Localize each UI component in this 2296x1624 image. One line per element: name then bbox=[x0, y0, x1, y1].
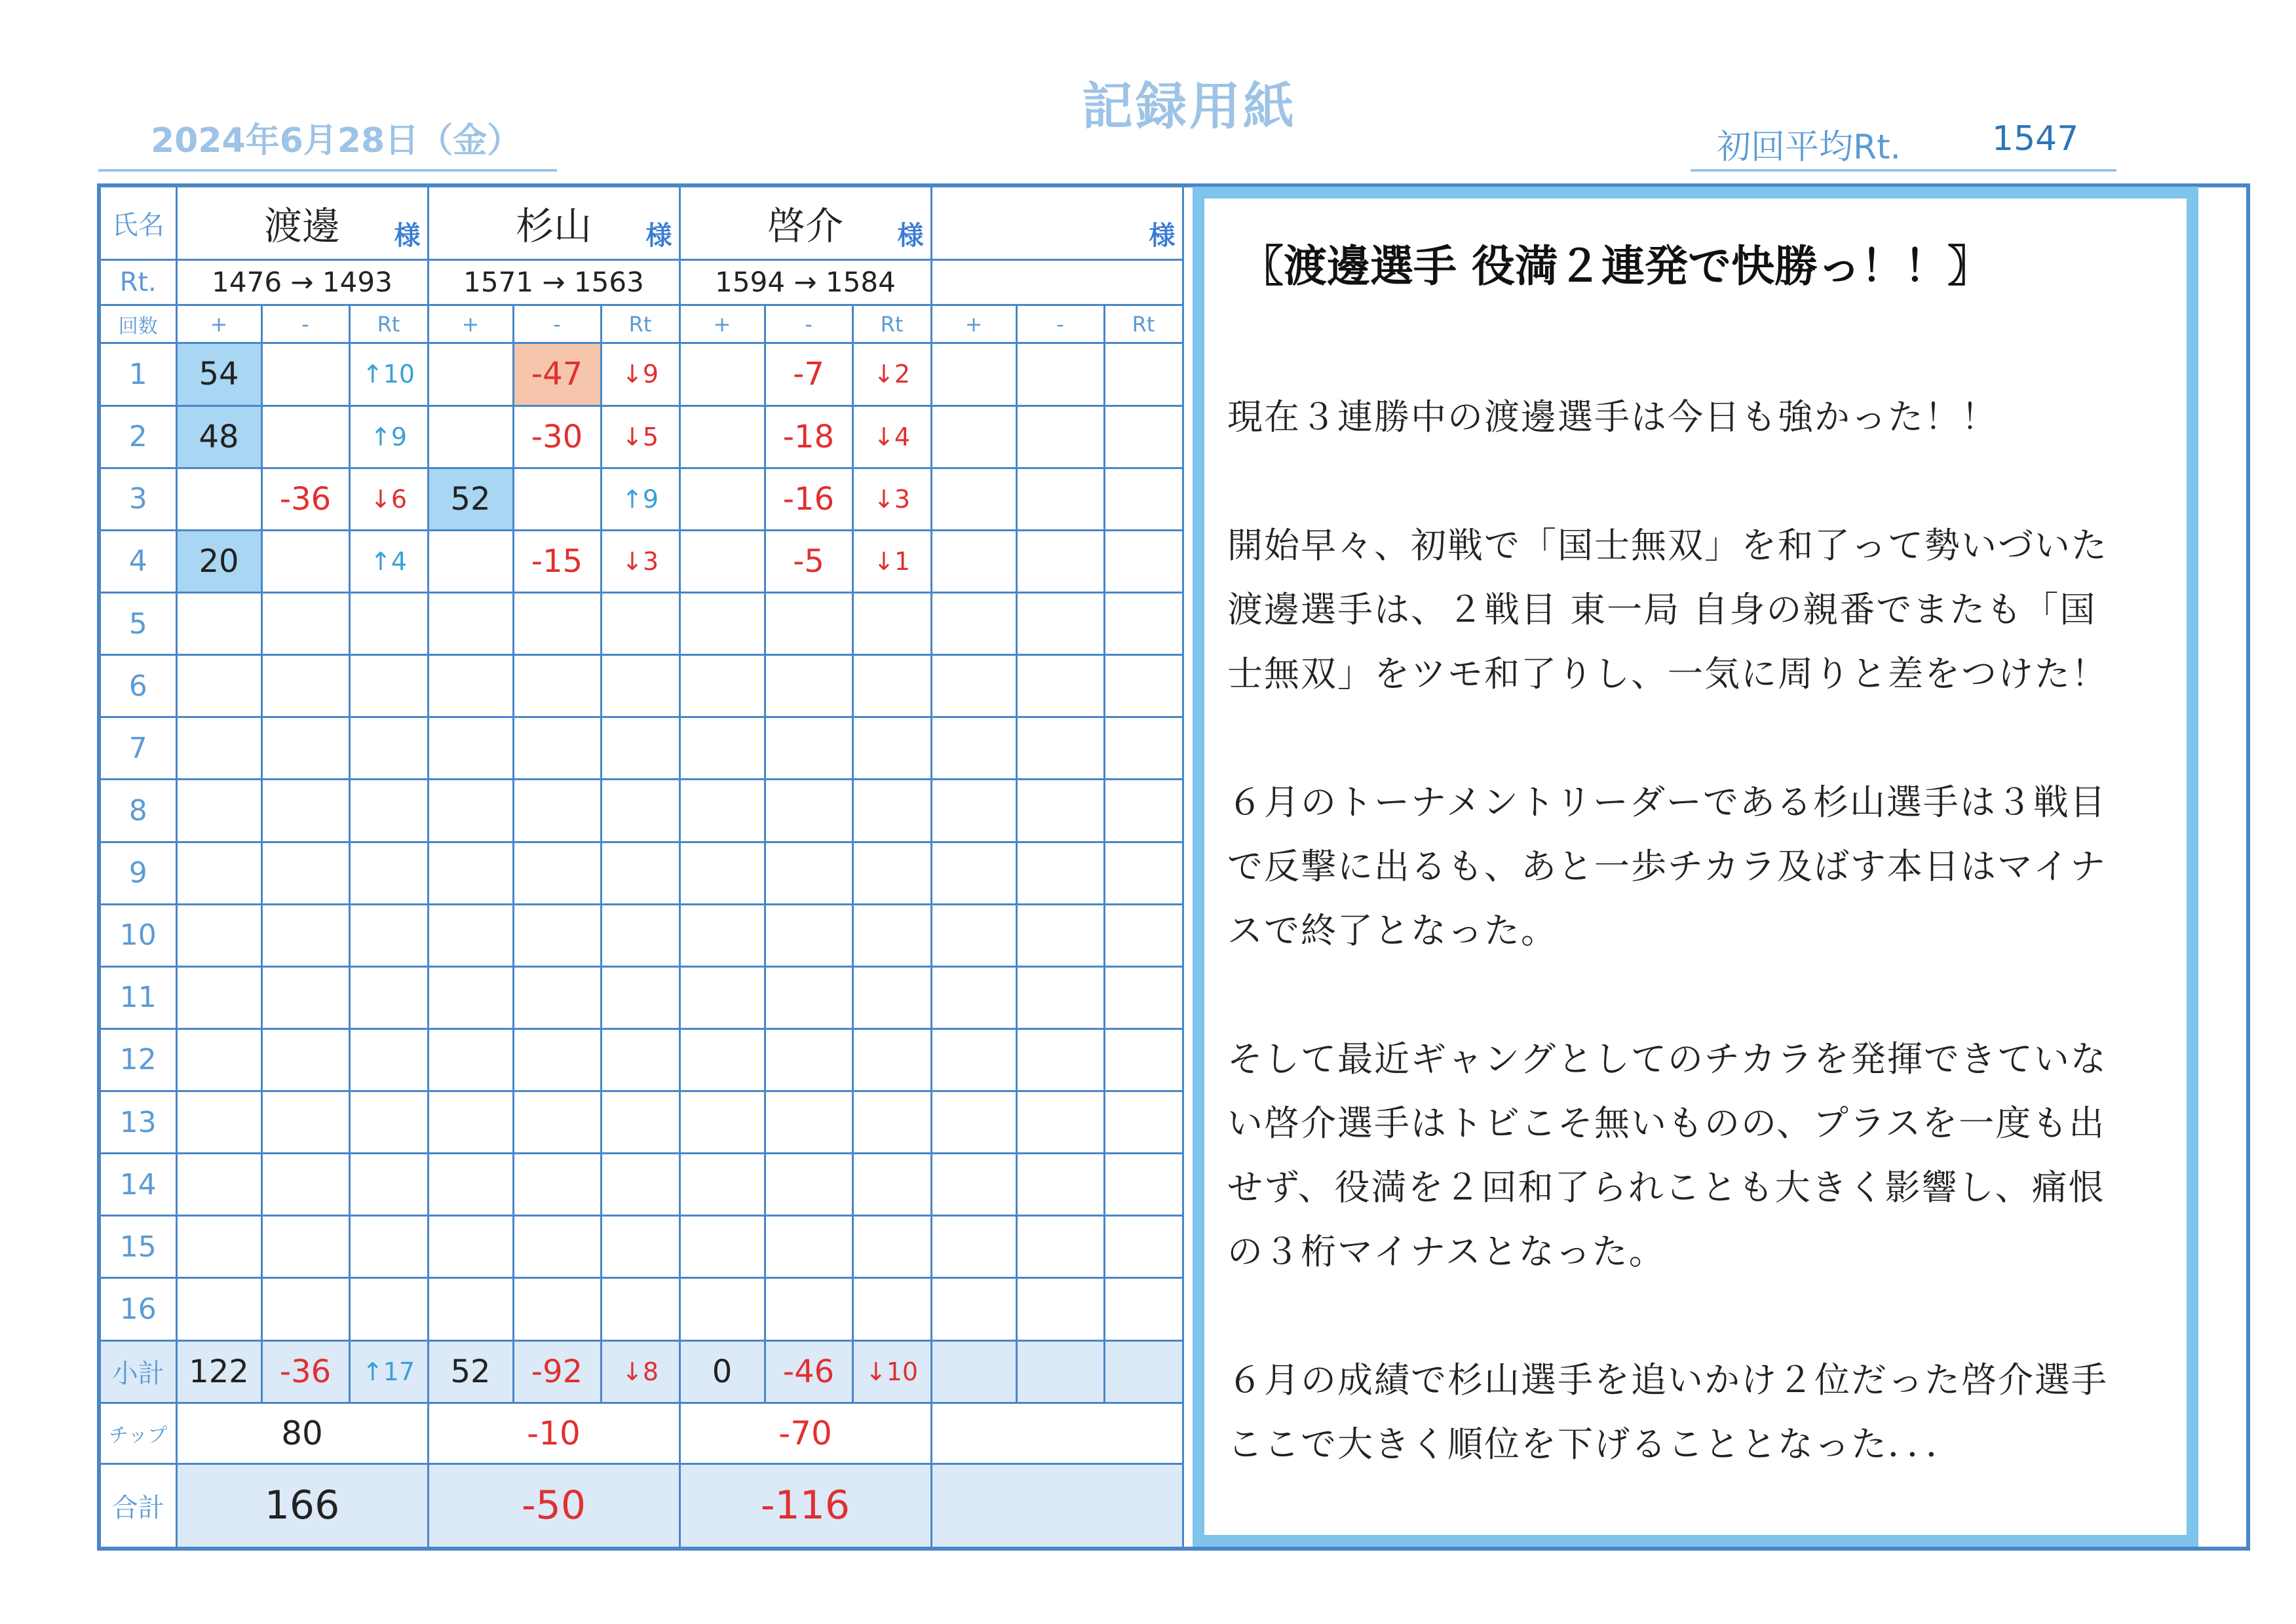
round-number: 4 bbox=[99, 530, 176, 592]
minus-column-header: - bbox=[1016, 305, 1104, 343]
rating-change-cell: ↓6 bbox=[349, 468, 428, 530]
round-number: 1 bbox=[99, 343, 176, 406]
plus-score-cell bbox=[176, 1278, 261, 1340]
minus-score-cell bbox=[513, 1216, 601, 1278]
rating-change-cell bbox=[601, 904, 679, 966]
plus-score-cell bbox=[428, 655, 513, 717]
minus-score-cell bbox=[1016, 1278, 1104, 1340]
minus-score-cell bbox=[513, 842, 601, 904]
rating-change-cell bbox=[601, 1154, 679, 1216]
plus-score-cell bbox=[931, 1216, 1016, 1278]
minus-score-cell bbox=[261, 780, 349, 842]
initial-average-rating-value: 1547 bbox=[1992, 119, 2079, 159]
rating-change-cell bbox=[349, 966, 428, 1029]
plus-score-cell bbox=[679, 780, 765, 842]
comment-paragraph-4: そして最近ギャングとしてのチカラを発揮できていな い啓介選手はトビこそ無いものの、プラスを一度も出 せず、役満を２回和了られことも大きく影響し、痛恨 の３桁マイナスとなった。 bbox=[1227, 1038, 2107, 1272]
round-number: 16 bbox=[99, 1278, 176, 1340]
subtotal-minus: -36 bbox=[261, 1340, 349, 1403]
plus-score-cell bbox=[428, 343, 513, 406]
minus-score-cell bbox=[1016, 780, 1104, 842]
total-value bbox=[931, 1463, 1183, 1549]
minus-score-cell bbox=[1016, 530, 1104, 592]
minus-score-cell bbox=[765, 655, 852, 717]
rating-change-cell bbox=[1104, 343, 1183, 406]
initial-average-rating-label: 初回平均Rt. bbox=[1717, 128, 1902, 167]
minus-score-cell bbox=[765, 780, 852, 842]
minus-score-cell bbox=[1016, 966, 1104, 1029]
rating-change-cell bbox=[852, 966, 931, 1029]
rating-change-cell bbox=[852, 592, 931, 654]
rating-change-cell bbox=[349, 1216, 428, 1278]
rating-change-cell bbox=[1104, 1278, 1183, 1340]
minus-score-cell bbox=[261, 717, 349, 780]
chip-label: チップ bbox=[99, 1403, 176, 1463]
minus-score-cell bbox=[513, 1029, 601, 1091]
chip-value: -70 bbox=[679, 1403, 931, 1463]
plus-column-header: + bbox=[679, 305, 765, 343]
rating-change-cell bbox=[852, 904, 931, 966]
plus-score-cell bbox=[428, 1091, 513, 1154]
plus-score-cell bbox=[176, 717, 261, 780]
minus-score-cell bbox=[765, 1029, 852, 1091]
minus-score-cell bbox=[513, 592, 601, 654]
total-value: -50 bbox=[428, 1463, 679, 1549]
rating-change-cell: ↑9 bbox=[601, 468, 679, 530]
rating-change-cell bbox=[349, 655, 428, 717]
minus-column-header: - bbox=[261, 305, 349, 343]
minus-score-cell bbox=[765, 966, 852, 1029]
minus-score-cell bbox=[513, 655, 601, 717]
plus-score-cell bbox=[176, 966, 261, 1029]
comment-paragraph-3: ６月のトーナメントリーダーである杉山選手は３戦目 で反撃に出るも、あと一歩チカラ及ばす本日はマイナ スで終了となった。 bbox=[1227, 782, 2107, 951]
page-title: 記録用紙 bbox=[1081, 77, 1297, 136]
date-underline bbox=[98, 169, 557, 172]
subtotal-plus: 52 bbox=[428, 1340, 513, 1403]
minus-score-cell bbox=[261, 406, 349, 468]
minus-score-cell bbox=[261, 1154, 349, 1216]
plus-score-cell: 52 bbox=[428, 468, 513, 530]
rating-change-cell bbox=[601, 780, 679, 842]
rating-change-cell bbox=[852, 1278, 931, 1340]
subtotal-minus: -92 bbox=[513, 1340, 601, 1403]
minus-score-cell bbox=[1016, 406, 1104, 468]
round-number: 11 bbox=[99, 966, 176, 1029]
rating-change-cell: ↓4 bbox=[852, 406, 931, 468]
rating-change-cell bbox=[852, 717, 931, 780]
rating-change-cell bbox=[349, 780, 428, 842]
plus-score-cell bbox=[679, 1029, 765, 1091]
subtotal-minus: -46 bbox=[765, 1340, 852, 1403]
player-name-cell bbox=[428, 185, 679, 259]
plus-score-cell bbox=[679, 966, 765, 1029]
plus-score-cell bbox=[931, 406, 1016, 468]
minus-score-cell: -7 bbox=[765, 343, 852, 406]
total-label: 合計 bbox=[99, 1463, 176, 1549]
rating-change-cell bbox=[349, 842, 428, 904]
minus-score-cell bbox=[1016, 1091, 1104, 1154]
plus-score-cell bbox=[428, 780, 513, 842]
plus-score-cell bbox=[428, 904, 513, 966]
rating-change-cell bbox=[852, 1154, 931, 1216]
plus-score-cell bbox=[679, 343, 765, 406]
minus-score-cell: -36 bbox=[261, 468, 349, 530]
chip-value: -10 bbox=[428, 1403, 679, 1463]
rating-change-cell: ↓9 bbox=[601, 343, 679, 406]
minus-score-cell bbox=[765, 1091, 852, 1154]
rating-change-cell bbox=[1104, 468, 1183, 530]
plus-score-cell bbox=[176, 468, 261, 530]
minus-score-cell bbox=[1016, 343, 1104, 406]
rating-change-cell bbox=[1104, 1029, 1183, 1091]
minus-score-cell: -30 bbox=[513, 406, 601, 468]
plus-score-cell bbox=[428, 530, 513, 592]
plus-score-cell: 20 bbox=[176, 530, 261, 592]
plus-score-cell bbox=[428, 966, 513, 1029]
rating-change-cell bbox=[349, 592, 428, 654]
player-rating-cell: 1571 → 1563 bbox=[428, 259, 679, 305]
rating-change-cell: ↑4 bbox=[349, 530, 428, 592]
rating-change-cell bbox=[1104, 904, 1183, 966]
plus-score-cell bbox=[931, 1278, 1016, 1340]
player-name-cell bbox=[176, 185, 428, 259]
player-name: 渡邊 bbox=[263, 204, 340, 249]
minus-score-cell bbox=[261, 966, 349, 1029]
minus-score-cell bbox=[765, 1278, 852, 1340]
comment-paragraph-2: 開始早々、初戦で「国士無双」を和了って勢いづいた 渡邊選手は、２戦目 東一局 自身の親番でまたも「国 士無双」をツモ和了りし、一気に周りと差をつけた！ bbox=[1227, 525, 2108, 694]
plus-score-cell bbox=[931, 1091, 1016, 1154]
plus-score-cell bbox=[428, 717, 513, 780]
rating-change-cell bbox=[349, 904, 428, 966]
rating-change-cell: ↑10 bbox=[349, 343, 428, 406]
plus-score-cell bbox=[176, 780, 261, 842]
plus-score-cell bbox=[176, 1216, 261, 1278]
minus-score-cell bbox=[765, 592, 852, 654]
minus-score-cell bbox=[1016, 1154, 1104, 1216]
plus-score-cell bbox=[931, 1029, 1016, 1091]
plus-score-cell bbox=[679, 530, 765, 592]
plus-score-cell bbox=[428, 1216, 513, 1278]
minus-score-cell: -18 bbox=[765, 406, 852, 468]
rating-change-cell bbox=[601, 842, 679, 904]
subtotal-label: 小計 bbox=[99, 1340, 176, 1403]
comment-paragraph-1: 現在３連勝中の渡邊選手は今日も強かった！！ bbox=[1227, 396, 1998, 438]
minus-score-cell bbox=[513, 717, 601, 780]
plus-column-header: + bbox=[931, 305, 1016, 343]
rating-change-cell bbox=[1104, 406, 1183, 468]
plus-score-cell: 48 bbox=[176, 406, 261, 468]
rating-change-cell bbox=[601, 1091, 679, 1154]
minus-score-cell bbox=[513, 780, 601, 842]
minus-score-cell bbox=[261, 842, 349, 904]
rating-change-cell bbox=[852, 842, 931, 904]
plus-score-cell bbox=[931, 717, 1016, 780]
plus-score-cell bbox=[428, 1278, 513, 1340]
round-number: 6 bbox=[99, 655, 176, 717]
minus-score-cell bbox=[1016, 1216, 1104, 1278]
rating-change-cell: ↓5 bbox=[601, 406, 679, 468]
rating-change-cell bbox=[601, 966, 679, 1029]
plus-score-cell bbox=[931, 468, 1016, 530]
rating-change-cell bbox=[1104, 655, 1183, 717]
minus-score-cell: -5 bbox=[765, 530, 852, 592]
rating-change-cell: ↓3 bbox=[852, 468, 931, 530]
player-name-cell bbox=[679, 185, 931, 259]
rating-change-cell bbox=[1104, 1091, 1183, 1154]
minus-score-cell bbox=[513, 1278, 601, 1340]
rating-change-cell bbox=[1104, 780, 1183, 842]
rating-change-cell bbox=[349, 1091, 428, 1154]
name-header-label: 氏名 bbox=[99, 185, 176, 259]
honorific-label: 様 bbox=[1149, 220, 1176, 251]
player-name-cell bbox=[931, 185, 1183, 259]
minus-score-cell bbox=[1016, 655, 1104, 717]
round-number: 2 bbox=[99, 406, 176, 468]
minus-score-cell bbox=[261, 1091, 349, 1154]
minus-score-cell bbox=[261, 343, 349, 406]
minus-score-cell bbox=[1016, 842, 1104, 904]
subtotal-rating-change: ↓10 bbox=[852, 1340, 931, 1403]
rating-change-cell bbox=[349, 1278, 428, 1340]
plus-column-header: + bbox=[176, 305, 261, 343]
rating-change-cell: ↑9 bbox=[349, 406, 428, 468]
rating-change-cell bbox=[852, 1216, 931, 1278]
subtotal-rating-change: ↓8 bbox=[601, 1340, 679, 1403]
minus-score-cell bbox=[261, 904, 349, 966]
rating-change-cell bbox=[601, 717, 679, 780]
round-number: 10 bbox=[99, 904, 176, 966]
rating-change-cell bbox=[601, 1278, 679, 1340]
comment-paragraph-5: ６月の成績で杉山選手を追いかけ２位だった啓介選手 ここで大きく順位を下げることとなった．．． bbox=[1227, 1359, 2108, 1465]
rating-change-cell: ↓2 bbox=[852, 343, 931, 406]
round-number: 5 bbox=[99, 592, 176, 654]
honorific-label: 様 bbox=[394, 220, 421, 251]
minus-score-cell bbox=[1016, 904, 1104, 966]
plus-score-cell bbox=[176, 1154, 261, 1216]
plus-score-cell bbox=[679, 1154, 765, 1216]
plus-score-cell bbox=[176, 904, 261, 966]
minus-score-cell bbox=[513, 904, 601, 966]
honorific-label: 様 bbox=[645, 220, 672, 251]
chip-value: 80 bbox=[176, 1403, 428, 1463]
round-number: 15 bbox=[99, 1216, 176, 1278]
minus-score-cell bbox=[765, 842, 852, 904]
plus-score-cell bbox=[176, 1091, 261, 1154]
subtotal-plus: 0 bbox=[679, 1340, 765, 1403]
minus-score-cell: -47 bbox=[513, 343, 601, 406]
plus-score-cell bbox=[176, 655, 261, 717]
rating-change-cell bbox=[1104, 530, 1183, 592]
plus-score-cell bbox=[176, 1029, 261, 1091]
plus-score-cell bbox=[428, 592, 513, 654]
round-number: 12 bbox=[99, 1029, 176, 1091]
round-number: 14 bbox=[99, 1154, 176, 1216]
minus-score-cell bbox=[1016, 1029, 1104, 1091]
minus-score-cell bbox=[1016, 468, 1104, 530]
minus-score-cell bbox=[765, 904, 852, 966]
plus-score-cell: 54 bbox=[176, 343, 261, 406]
rating-header-label: Rt. bbox=[99, 259, 176, 305]
minus-score-cell bbox=[1016, 592, 1104, 654]
plus-column-header: + bbox=[428, 305, 513, 343]
rating-change-cell bbox=[1104, 842, 1183, 904]
plus-score-cell bbox=[931, 530, 1016, 592]
plus-score-cell bbox=[679, 717, 765, 780]
minus-column-header: - bbox=[765, 305, 852, 343]
plus-score-cell bbox=[428, 1029, 513, 1091]
rating-change-cell: ↓3 bbox=[601, 530, 679, 592]
rt-column-header: Rt bbox=[601, 305, 679, 343]
minus-score-cell bbox=[513, 468, 601, 530]
average-underline bbox=[1691, 169, 2116, 172]
rating-change-cell bbox=[852, 655, 931, 717]
plus-score-cell bbox=[931, 655, 1016, 717]
plus-score-cell bbox=[679, 655, 765, 717]
plus-score-cell bbox=[428, 1154, 513, 1216]
rt-column-header: Rt bbox=[1104, 305, 1183, 343]
plus-score-cell bbox=[679, 1278, 765, 1340]
round-number: 8 bbox=[99, 780, 176, 842]
round-number: 3 bbox=[99, 468, 176, 530]
total-value: 166 bbox=[176, 1463, 428, 1549]
plus-score-cell bbox=[176, 842, 261, 904]
honorific-label: 様 bbox=[897, 220, 924, 251]
minus-score-cell bbox=[1016, 717, 1104, 780]
minus-column-header: - bbox=[513, 305, 601, 343]
plus-score-cell bbox=[931, 842, 1016, 904]
rating-change-cell bbox=[601, 655, 679, 717]
rating-change-cell bbox=[852, 780, 931, 842]
rating-change-cell bbox=[601, 1029, 679, 1091]
plus-score-cell bbox=[428, 842, 513, 904]
minus-score-cell bbox=[513, 966, 601, 1029]
player-rating-cell: 1594 → 1584 bbox=[679, 259, 931, 305]
rt-column-header: Rt bbox=[852, 305, 931, 343]
minus-score-cell bbox=[765, 717, 852, 780]
minus-score-cell bbox=[261, 1216, 349, 1278]
rating-change-cell bbox=[1104, 1154, 1183, 1216]
minus-score-cell bbox=[261, 655, 349, 717]
plus-score-cell bbox=[931, 592, 1016, 654]
rating-change-cell: ↓1 bbox=[852, 530, 931, 592]
subtotal-plus bbox=[931, 1340, 1016, 1403]
minus-score-cell bbox=[261, 1029, 349, 1091]
comment-headline: 〖渡邊選手 役満２連発で快勝っ！！〗 bbox=[1240, 241, 1991, 292]
minus-score-cell bbox=[261, 530, 349, 592]
subtotal-rating-change bbox=[1104, 1340, 1183, 1403]
rating-change-cell bbox=[349, 1154, 428, 1216]
minus-score-cell bbox=[765, 1154, 852, 1216]
rating-change-cell bbox=[349, 1029, 428, 1091]
rating-change-cell bbox=[601, 1216, 679, 1278]
round-header-label: 回数 bbox=[99, 305, 176, 343]
plus-score-cell bbox=[931, 966, 1016, 1029]
subtotal-plus: 122 bbox=[176, 1340, 261, 1403]
chip-value bbox=[931, 1403, 1183, 1463]
plus-score-cell bbox=[931, 904, 1016, 966]
plus-score-cell bbox=[679, 1091, 765, 1154]
rating-change-cell bbox=[1104, 1216, 1183, 1278]
rt-column-header: Rt bbox=[349, 305, 428, 343]
comment-panel bbox=[1193, 187, 2198, 1547]
minus-score-cell bbox=[261, 1278, 349, 1340]
player-rating-cell bbox=[931, 259, 1183, 305]
minus-score-cell bbox=[513, 1091, 601, 1154]
rating-change-cell bbox=[1104, 966, 1183, 1029]
round-number: 13 bbox=[99, 1091, 176, 1154]
plus-score-cell bbox=[679, 904, 765, 966]
date-label: 2024年6月28日（金） bbox=[151, 121, 522, 161]
player-name: 杉山 bbox=[515, 204, 592, 249]
rating-change-cell bbox=[349, 717, 428, 780]
rating-change-cell bbox=[601, 592, 679, 654]
rating-change-cell bbox=[1104, 717, 1183, 780]
minus-score-cell: -15 bbox=[513, 530, 601, 592]
minus-score-cell bbox=[513, 1154, 601, 1216]
total-value: -116 bbox=[679, 1463, 931, 1549]
plus-score-cell bbox=[679, 468, 765, 530]
plus-score-cell bbox=[176, 592, 261, 654]
player-name: 啓介 bbox=[767, 204, 843, 249]
rating-change-cell bbox=[852, 1091, 931, 1154]
rating-change-cell bbox=[852, 1029, 931, 1091]
minus-score-cell: -16 bbox=[765, 468, 852, 530]
plus-score-cell bbox=[931, 1154, 1016, 1216]
plus-score-cell bbox=[931, 343, 1016, 406]
round-number: 7 bbox=[99, 717, 176, 780]
subtotal-rating-change: ↑17 bbox=[349, 1340, 428, 1403]
plus-score-cell bbox=[931, 780, 1016, 842]
rating-change-cell bbox=[1104, 592, 1183, 654]
round-number: 9 bbox=[99, 842, 176, 904]
plus-score-cell bbox=[679, 1216, 765, 1278]
plus-score-cell bbox=[428, 406, 513, 468]
player-rating-cell: 1476 → 1493 bbox=[176, 259, 428, 305]
subtotal-minus bbox=[1016, 1340, 1104, 1403]
plus-score-cell bbox=[679, 592, 765, 654]
minus-score-cell bbox=[765, 1216, 852, 1278]
plus-score-cell bbox=[679, 406, 765, 468]
plus-score-cell bbox=[679, 842, 765, 904]
minus-score-cell bbox=[261, 592, 349, 654]
